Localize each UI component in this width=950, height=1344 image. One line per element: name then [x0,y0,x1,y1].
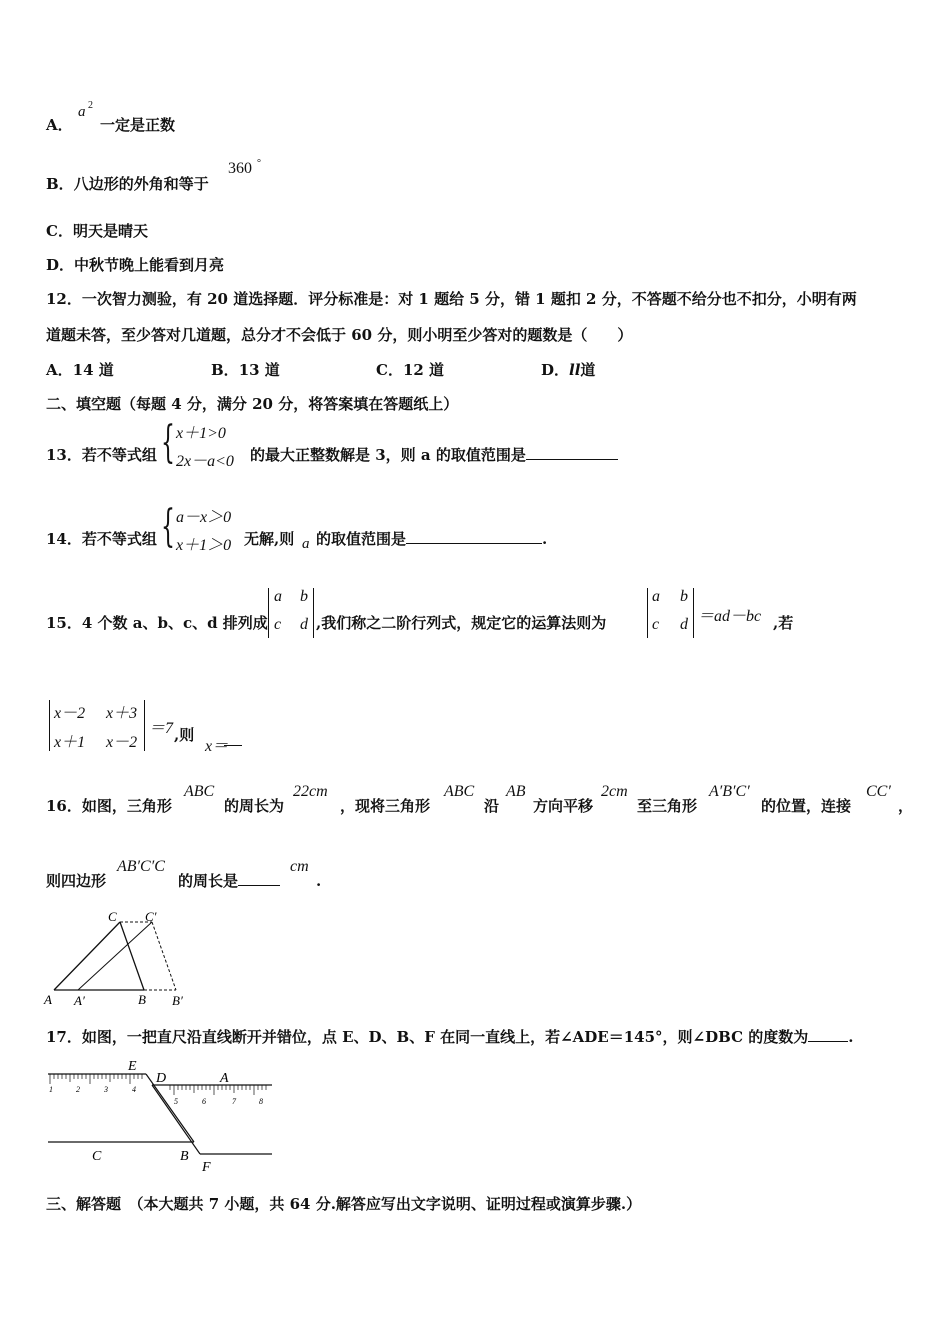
option-text: 中秋节晚上能看到月亮 [74,256,225,274]
left-brace: { [161,417,175,468]
q16-t1: 的周长为 [224,797,285,815]
q16-t3: 沿 [484,797,500,815]
label-b-prime: B′ [172,993,183,1008]
tick-label: 1 [49,1085,53,1094]
math-cc-prime: CC′ [866,783,891,800]
option-value: 14 道 [72,361,114,379]
tick-label: 6 [202,1097,206,1106]
section2-title: 二、填空题（每题 4 分，满分 20 分，将答案填在答题纸上） [46,395,459,413]
det-b: b [300,588,308,605]
math-unit: cm [290,858,309,875]
math-abc-prime: A′B′C′ [709,783,750,800]
q16-line2-mid [178,871,280,891]
translation-triangle-figure [40,908,200,1010]
det-bar-right [313,588,314,638]
det-m22: x－2 [106,734,138,751]
math-a: a [78,104,86,120]
label-c: C [108,909,117,924]
math-degree: ° [257,158,261,169]
q14-suffix-text: 的取值范围是 [316,530,407,548]
label-c: C [92,1149,102,1164]
det-a: a [652,588,660,605]
answer-blank[interactable] [526,445,618,460]
option-value: 13 道 [238,361,280,379]
tick-label: 8 [259,1097,263,1106]
q14-eq2: x＋1＞0 [176,537,232,554]
tick-label: 5 [174,1097,178,1106]
det-b: b [680,588,688,605]
option-value-italic: ll [569,361,581,379]
q13-suffix [250,445,618,465]
label-a: A [220,1071,229,1086]
option-value: 12 道 [402,361,445,379]
det-a: a [274,588,282,605]
q12-option-c [376,360,444,380]
option-text: 八边形的外角和等于 [73,175,209,193]
det-m21: x＋1 [54,734,86,751]
det-bar-right [693,588,694,638]
math-ab: AB [506,783,526,800]
ruler-ticks-right [170,1085,266,1095]
det-bar-right [144,700,145,751]
label-b: B [138,992,146,1007]
det-c: c [652,616,660,633]
q14-var: a [302,536,310,552]
answer-blank[interactable] [406,529,542,544]
math-sup: 2 [88,100,93,111]
q12-option-a [46,360,114,380]
q12-line1: 12．一次智力测验，有 20 道选择题．评分标准是：对 1 题给 5 分，错 1 题扣 2 分，不答题不给分也不扣分，小明有两 [46,290,857,308]
side-c-prime-b-prime [152,922,176,990]
label-a-prime: A′ [74,993,85,1008]
q12-option-b [211,360,280,380]
q17-text-body: 17．如图，一把直尺沿直线断开并错位，点 E、D、B、F 在同一直线上，若∠ADE＝145°，则∠DBC 的度数为 [46,1028,809,1046]
q15-suffix: ,若 [773,614,794,632]
q11-option-d [46,255,224,275]
answer-blank[interactable] [808,1027,848,1042]
option-label: D． [46,256,75,274]
side-ac [54,922,120,990]
option-label: D． [541,361,570,379]
option-label: B． [46,175,74,193]
q15-then: ,则 [174,726,195,744]
label-a: A [44,992,52,1007]
math-abc: ABC [184,783,215,800]
option-label: B． [211,361,239,379]
q16-line2-prefix: 则四边形 [46,872,107,890]
det-d: d [300,616,308,633]
q14-suffix [316,529,547,549]
label-d: D [156,1071,167,1086]
q14-end: . [542,530,548,548]
label-f: F [202,1160,211,1175]
tick-label: 3 [104,1085,108,1094]
math-360: 360 [228,160,252,177]
det-bar-left [49,700,50,751]
q11-option-a-text: 一定是正数 [100,116,176,134]
q15-prefix: 15．4 个数 a、b、c、d 排列成 [46,614,268,632]
option-value: 道 [580,361,596,379]
option-label: A． [46,361,73,379]
q12-option-d [541,360,595,380]
det-m11: x－2 [54,705,86,722]
q13-prefix: 13．若不等式组 [46,446,157,464]
ruler-ticks-left [50,1074,142,1084]
section3-title: 三、解答题 （本大题共 7 小题，共 64 分.解答应写出文字说明、证明过程或演算步骤.） [46,1195,642,1213]
q14-prefix: 14．若不等式组 [46,530,157,548]
q16-t5: 至三角形 [637,797,698,815]
q16-t4: 方向平移 [533,797,594,815]
q17-end: . [848,1028,854,1046]
math-abc: ABC [444,783,475,800]
math-perimeter: 22cm [293,783,328,800]
q14-mid: 无解,则 [244,530,295,548]
q15-x-eq: x＝ [205,738,229,755]
q11-option-b [46,174,209,194]
q16-t6: 的位置，连接 [761,797,852,815]
math-shift: 2cm [601,783,628,800]
label-e: E [128,1059,137,1074]
det-equals: ＝7 [149,720,174,737]
break-line-left [146,1074,194,1142]
tick-label: 4 [132,1085,136,1094]
det-m12: x＋3 [106,705,138,722]
det-bar-left [647,588,648,638]
label-c-prime: C′ [145,909,157,924]
q13-eq2: 2x－a<0 [176,453,234,470]
break-line-right [152,1085,200,1154]
q16-line2-mid-text: 的周长是 [178,872,239,890]
q13-suffix-text: 的最大正整数解是 3，则 a 的取值范围是 [250,446,526,464]
tick-label: 7 [232,1097,236,1106]
q14-eq1: a－x＞0 [176,509,232,526]
q11-option-a [46,115,73,135]
det-d: d [680,616,688,633]
q15-mid: ,我们称之二阶行列式，规定它的运算法则为 [316,614,607,632]
option-label: C． [46,222,73,240]
label-b: B [180,1149,189,1164]
left-brace: { [161,501,175,552]
det-rule: ＝ad－bc [698,608,762,625]
math-quad: AB′C′C [117,858,165,875]
q16-line2-end: . [316,872,322,890]
broken-ruler-figure [44,1054,276,1176]
option-text: 明天是晴天 [72,222,148,240]
option-label: A． [46,116,73,134]
det-c: c [274,616,282,633]
q13-eq1: x＋1>0 [176,425,226,442]
q12-line2: 道题未答，至少答对几道题，总分才不会低于 60 分，则小明至少答对的题数是（ ） [46,326,633,344]
det-bar-left [268,588,269,638]
q11-option-c [46,221,148,241]
q16-prefix: 16．如图，三角形 [46,797,172,815]
tick-label: 2 [76,1085,80,1094]
q16-t2: ，现将三角形 [340,797,431,815]
answer-blank[interactable] [224,745,242,746]
q16-t7: ， [898,797,914,815]
answer-blank[interactable] [238,871,280,886]
q17-text [46,1027,853,1047]
option-label: C． [376,361,403,379]
